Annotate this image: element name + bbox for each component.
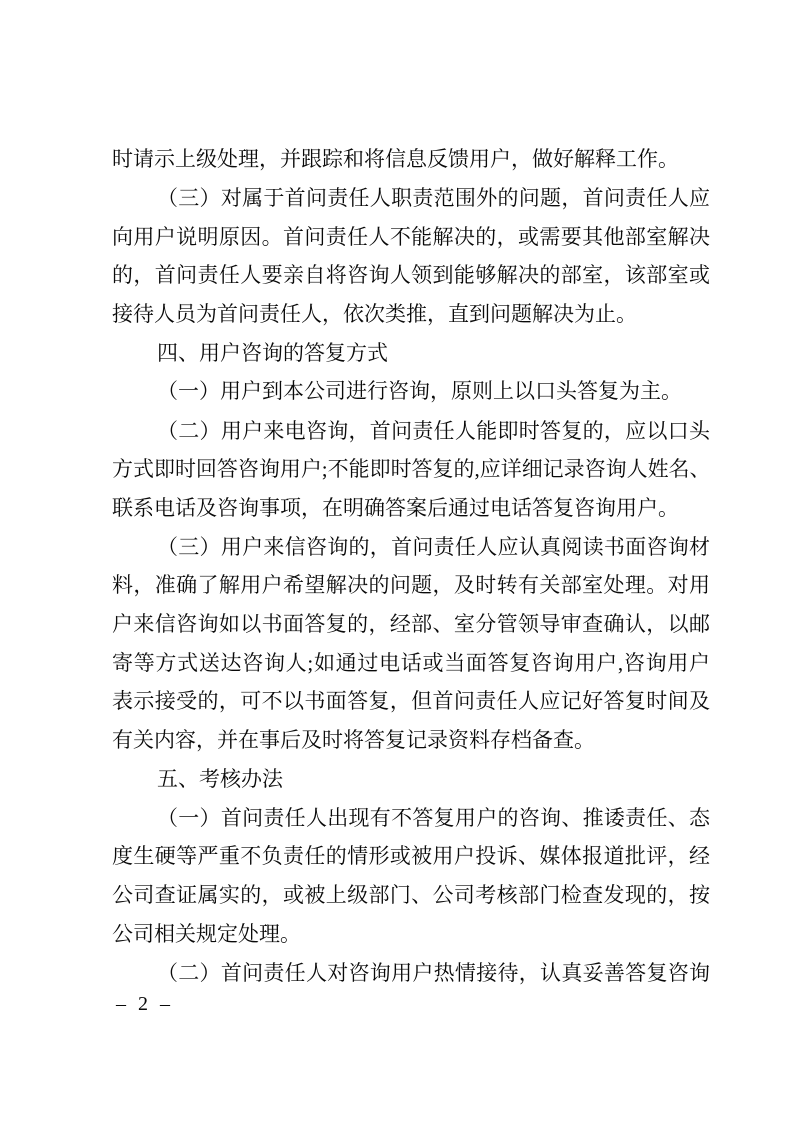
document-line: （二）用户来电咨询，首问责任人能即时答复的，应以口头 [157, 419, 710, 443]
document-line: 联系电话及咨询事项，在明确答案后通过电话答复咨询用户。 [112, 496, 679, 520]
document-line: 料，准确了解用户希望解决的问题，及时转有关部室处理。对用 [112, 573, 710, 597]
document-line: 有关内容，并在事后及时将答复记录资料存档备查。 [112, 728, 595, 752]
document-line: 表示接受的，可不以书面答复，但首问责任人应记好答复时间及 [112, 689, 710, 713]
document-section-heading: 五、考核办法 [157, 767, 283, 791]
document-line: （三）用户来信咨询的，首问责任人应认真阅读书面咨询材 [157, 535, 710, 559]
document-line: 接待人员为首问责任人，依次类推，直到问题解决为止。 [112, 302, 637, 326]
document-line: 时请示上级处理，并跟踪和将信息反馈用户，做好解释工作。 [112, 147, 679, 171]
document-section-heading: 四、用户咨询的答复方式 [157, 341, 388, 365]
document-line: （一）首问责任人出现有不答复用户的咨询、推诿责任、态 [157, 806, 710, 830]
document-line: （一）用户到本公司进行咨询，原则上以口头答复为主。 [157, 379, 682, 403]
document-line: 的，首问责任人要亲自将咨询人领到能够解决的部室，该部室或 [112, 263, 710, 287]
document-line: （三）对属于首问责任人职责范围外的问题，首问责任人应 [157, 186, 710, 210]
document-line: 公司查证属实的，或被上级部门、公司考核部门检查发现的，按 [112, 883, 710, 907]
document-line: （二）首问责任人对咨询用户热情接待，认真妥善答复咨询 [157, 961, 710, 985]
document-line: 向用户说明原因。首问责任人不能解决的，或需要其他部室解决 [112, 225, 710, 249]
document-line: 寄等方式送达咨询人;如通过电话或当面答复咨询用户,咨询用户 [112, 651, 710, 675]
document-line: 方式即时回答咨询用户;不能即时答复的,应详细记录咨询人姓名、 [112, 457, 710, 481]
document-line: 户来信咨询如以书面答复的，经部、室分管领导审查确认，以邮 [112, 612, 710, 636]
document-line: 公司相关规定处理。 [112, 922, 301, 946]
document-line: 度生硬等严重不负责任的情形或被用户投诉、媒体报道批评，经 [112, 844, 710, 868]
page-number: – 2 – [116, 993, 170, 1015]
